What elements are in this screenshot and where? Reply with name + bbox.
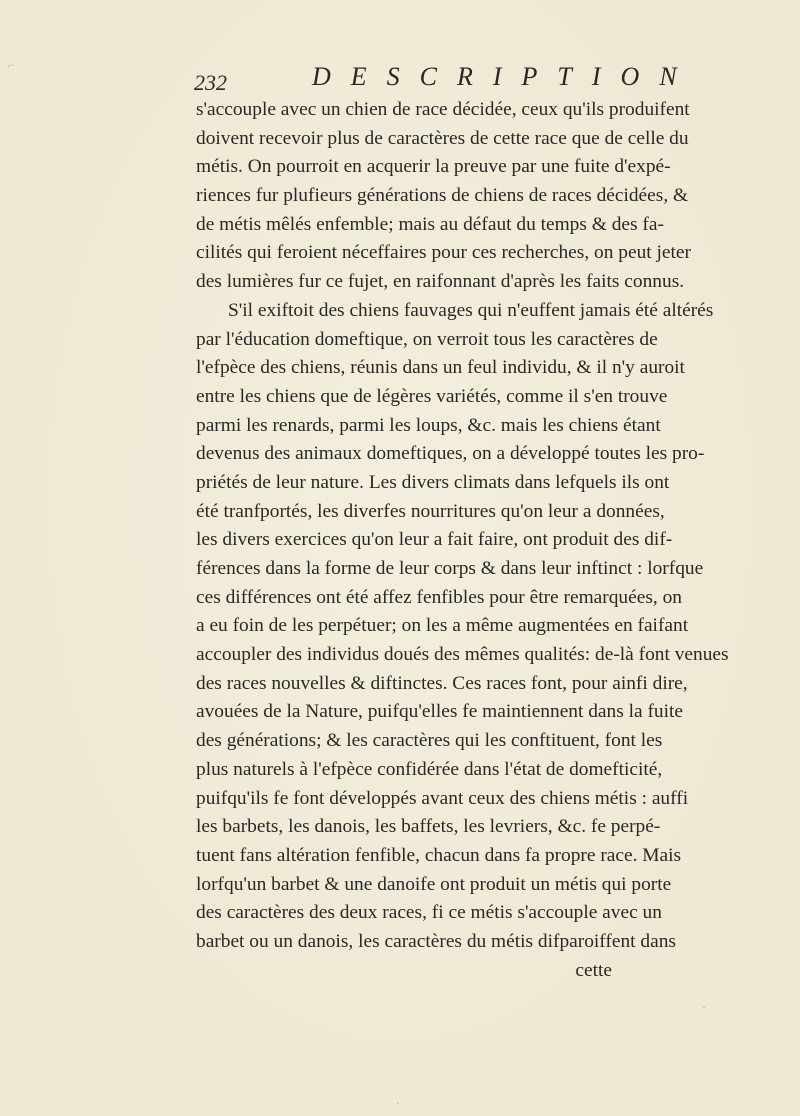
text-line: s'accouple avec un chien de race décidée, ceux qu'ils produifent [196,99,690,120]
text-line: plus naturels à l'efpèce confidérée dans l'état de domefticité, [196,758,663,780]
text-line: priétés de leur nature. Les divers climats dans lefquels ils ont [196,471,670,493]
text-line: les divers exercices qu'on leur a fait faire, ont produit des dif- [196,529,673,551]
paper-speck: · [702,1000,706,1014]
text-line: puifqu'ils fe font développés avant ceux des chiens métis : auffi [196,787,689,809]
text-line: tuent fans altération fenfible, chacun dans fa propre race. Mais [196,844,682,866]
text-line: accoupler des individus doués des mêmes qualités: de-là font venues [196,644,729,666]
text-line: avouées de la Nature, puifqu'elles fe maintiennent dans la fuite [196,701,684,723]
text-line: par l'éducation domeftique, on verroit tous les caractères de [196,328,658,350]
text-line: des caractères des deux races, fi ce métis s'accouple avec un [196,902,662,924]
text-line: devenus des animaux domeftiques, on a développé toutes les pro- [196,443,705,465]
margin-tick-mark: ⌐ [8,58,15,72]
text-line: entre les chiens que de légères variétés, comme il s'en trouve [196,385,668,407]
page-header [194,58,697,98]
text-line: cilités qui feroient néceffaires pour ces recherches, on peut jeter [196,242,691,264]
text-line: parmi les renards, parmi les loups, &c. mais les chiens étant [196,414,661,436]
text-line: des lumières fur ce fujet, en raifonnant d'après les faits connus. [196,271,685,293]
body-text [196,96,729,985]
running-title: DESCRIPTION [312,62,697,91]
text-line: des générations; & les caractères qui les conftituent, font les [196,730,663,752]
text-line: a eu foin de les perpétuer; on les a même augmentées en faifant [196,615,689,637]
text-line: lorfqu'un barbet & une danoife ont produit un métis qui porte [196,873,672,895]
paragraph-start-line: S'il exiftoit des chiens fauvages qui n'euffent jamais été altérés [228,299,714,321]
text-line: l'efpèce des chiens, réunis dans un feul individu, & il n'y auroit [196,357,685,379]
catchword: cette [575,959,612,981]
text-line: ces différences ont été affez fenfibles pour être remarquées, on [196,586,682,608]
page-number: 232 [194,70,227,95]
text-line: été tranfportés, les diverfes nourritures qu'on leur a données, [196,500,665,522]
text-line: férences dans la forme de leur corps & dans leur inftinct : lorfque [196,558,704,579]
text-line: doivent recevoir plus de caractères de cette race que de celle du [196,127,689,149]
text-line: de métis mêlés enfemble; mais au défaut du temps & des fa- [196,213,664,235]
text-line: barbet ou un danois, les caractères du métis difparoiffent dans [196,930,676,952]
text-line: métis. On pourroit en acquerir la preuve par une fuite d'expé- [196,156,671,178]
text-line: des races nouvelles & diftinctes. Ces races font, pour ainfi dire, [196,672,688,694]
text-line: riences fur plufieurs générations de chiens de races décidées, & [196,185,689,207]
paper-speck: · [396,1096,400,1110]
text-line: les barbets, les danois, les baffets, les levriers, &c. fe perpé- [196,816,661,838]
